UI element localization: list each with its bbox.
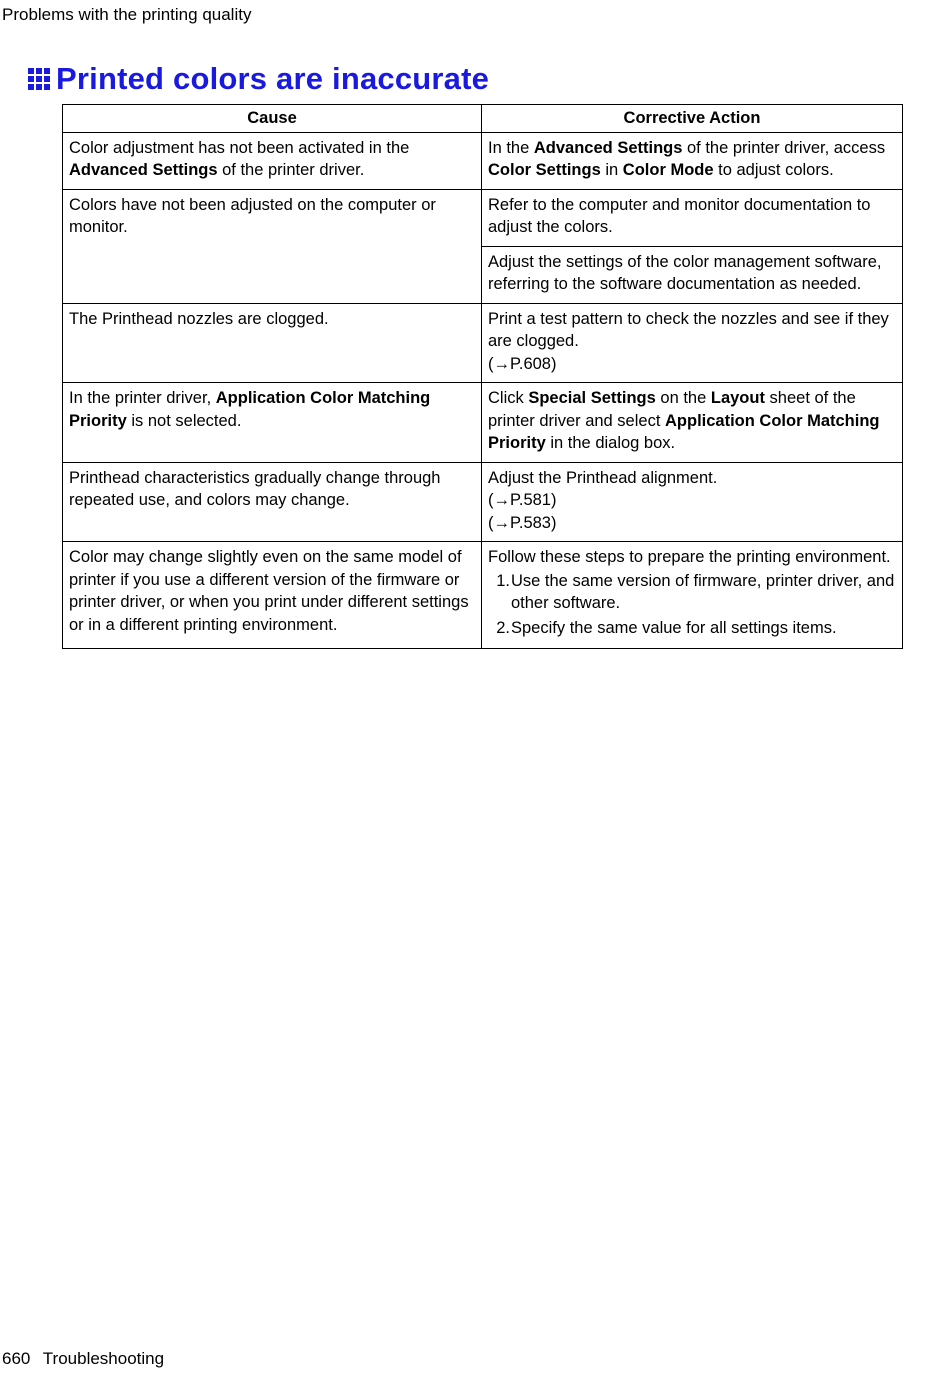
text-run: (→P.581)	[488, 491, 557, 509]
text-run: The Printhead nozzles are clogged.	[69, 309, 329, 328]
bold-term: Advanced Settings	[533, 138, 683, 157]
cause-cell	[63, 132, 482, 189]
text-run: of the printer driver.	[217, 161, 365, 179]
text-run: Adjust the settings of the color management software, referring to the software documentation as needed.	[488, 252, 882, 293]
text-run: Click	[488, 389, 529, 407]
list-item	[488, 617, 896, 640]
text-run: sheet of the printer driver and select	[488, 389, 856, 430]
cause-cell	[63, 303, 482, 383]
corrective-action-cell	[482, 132, 903, 189]
bold-term: Application Color Matching Priority	[488, 411, 880, 452]
cause-column-header: Cause	[63, 105, 482, 133]
corrective-action-cell	[482, 542, 903, 649]
corrective-action-cell	[482, 383, 903, 463]
text-run: of the printer driver, access	[682, 138, 886, 157]
bold-term: Color Settings	[488, 161, 601, 179]
table-row	[63, 542, 903, 649]
text-run: in	[600, 161, 623, 179]
table-row	[63, 189, 903, 246]
cause-cell	[63, 462, 482, 542]
action-column-header: Corrective Action	[482, 105, 903, 133]
text-run: is not selected.	[126, 411, 242, 430]
step-number: 2.	[496, 618, 510, 637]
page-number: 660	[2, 1349, 31, 1368]
page-title: Printed colors are inaccurate	[56, 61, 490, 96]
text-run: Adjust the Printhead alignment.	[488, 468, 718, 487]
corrective-action-cell	[482, 246, 903, 303]
corrective-action-cell	[482, 303, 903, 383]
text-run: in the dialog box.	[545, 434, 676, 452]
bold-term: Layout	[710, 389, 765, 407]
text-run: In the	[488, 138, 534, 157]
bold-term: Advanced Settings	[69, 161, 218, 179]
table-body	[63, 132, 903, 649]
table-row	[63, 132, 903, 189]
text-run: Refer to the computer and monitor documentation to adjust the colors.	[488, 195, 871, 236]
running-header: Problems with the printing quality	[2, 5, 252, 24]
troubleshooting-table	[62, 104, 903, 649]
text-run: Color may change slightly even on the same model of printer if you use a different version of the firmware or printer driver, or when you print under different settings or in a different printing environment.	[69, 548, 469, 634]
step-text: Use the same version of firmware, printer driver, and other software.	[511, 571, 895, 612]
text-run: to adjust colors.	[713, 161, 834, 179]
text-run: Color adjustment has not been activated in the	[69, 138, 410, 157]
bold-term: Color Mode	[622, 161, 714, 179]
list-item	[488, 570, 896, 615]
corrective-action-cell	[482, 189, 903, 246]
grid-bullet-icon	[28, 68, 50, 90]
cause-cell	[63, 542, 482, 649]
text-run: (→P.608)	[488, 354, 557, 373]
table-row	[63, 303, 903, 383]
cause-cell	[63, 189, 482, 303]
steps-list	[488, 570, 896, 640]
text-run: Follow these steps to prepare the printing environment.	[488, 548, 891, 566]
bold-term: Special Settings	[528, 389, 656, 407]
page-footer	[2, 1349, 164, 1369]
section-heading	[28, 60, 489, 98]
text-run: Colors have not been adjusted on the computer or monitor.	[69, 195, 436, 236]
cause-cell	[63, 383, 482, 463]
text-run: (→P.583)	[488, 513, 557, 532]
text-run: Print a test pattern to check the nozzles and see if they are clogged.	[488, 309, 889, 350]
table-header-row	[63, 105, 903, 133]
bold-term: Application Color Matching Priority	[69, 389, 431, 430]
text-run: on the	[655, 389, 711, 407]
table-row	[63, 462, 903, 542]
step-number: 1.	[496, 571, 510, 590]
text-run: Printhead characteristics gradually change through repeated use, and colors may change.	[69, 468, 441, 509]
footer-section-name: Troubleshooting	[42, 1349, 165, 1368]
step-text: Specify the same value for all settings items.	[511, 618, 837, 637]
text-run: In the printer driver,	[69, 389, 216, 407]
table-row	[63, 383, 903, 463]
corrective-action-cell	[482, 462, 903, 542]
